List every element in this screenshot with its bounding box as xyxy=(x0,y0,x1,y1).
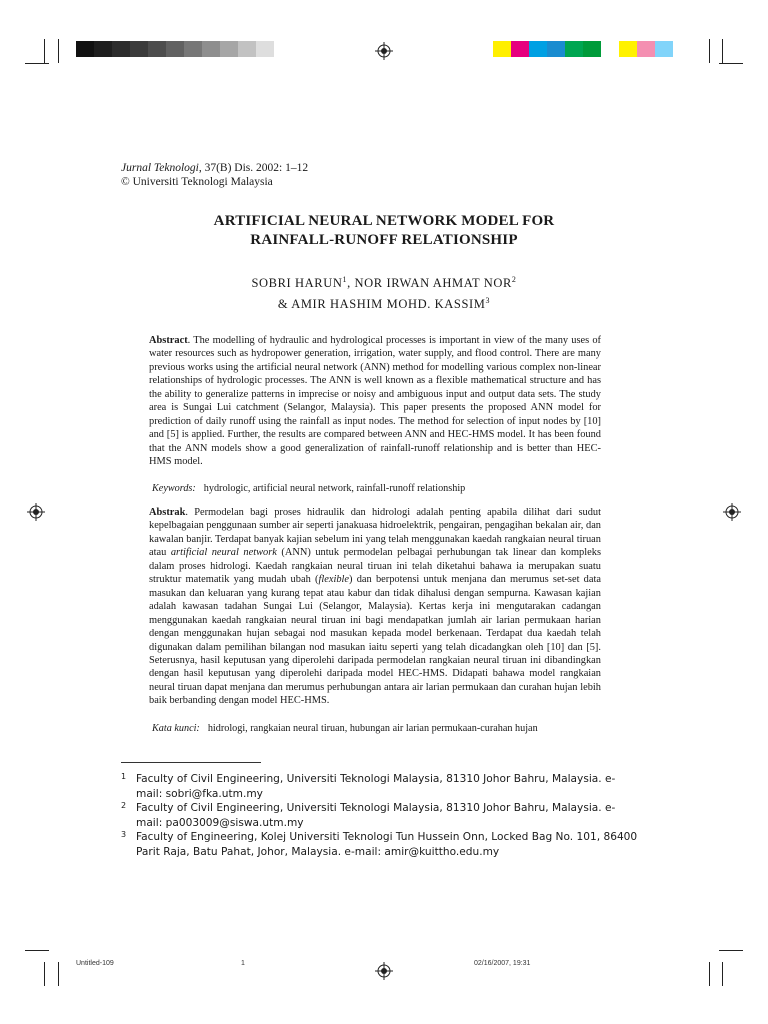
color-swatch xyxy=(583,41,601,57)
crop-mark xyxy=(719,63,743,64)
slug-page: 1 xyxy=(241,960,245,967)
color-swatch xyxy=(76,41,94,57)
color-swatch xyxy=(184,41,202,57)
abstrak xyxy=(149,506,601,708)
color-swatch xyxy=(220,41,238,57)
crop-mark xyxy=(709,962,710,986)
abstract-label: Abstract xyxy=(149,335,188,346)
color-swatch xyxy=(130,41,148,57)
kata-kunci-text: hidrologi, rangkaian neural tiruan, hubungan air larian permukaan-curahan hujan xyxy=(207,723,538,734)
footnote-number: 1 xyxy=(121,772,127,781)
slug-file: Untitled-109 xyxy=(76,960,114,967)
abstract xyxy=(149,334,601,469)
copyright: © Universiti Teknologi Malaysia xyxy=(121,176,273,188)
footnote-number: 2 xyxy=(121,801,127,810)
crop-mark xyxy=(709,39,710,63)
kata-kunci xyxy=(152,722,538,735)
journal-name: Jurnal Teknologi xyxy=(121,162,199,174)
color-swatch xyxy=(112,41,130,57)
color-swatch xyxy=(637,41,655,57)
registration-mark-icon xyxy=(375,42,393,60)
crop-mark xyxy=(58,962,59,986)
crop-mark xyxy=(722,962,723,986)
author-affiliation-mark: 1 xyxy=(342,275,348,284)
journal-header xyxy=(121,161,308,189)
color-swatch xyxy=(601,41,619,57)
crop-mark xyxy=(44,962,45,986)
footnote-text: Faculty of Engineering, Kolej Universiti Teknologi Tun Hussein Onn, Locked Bag No. 101, 86400 Parit Raja, Batu Pahat, Johor, Malaysia. e-mail: amir@kuittho.edu.my xyxy=(136,831,638,858)
crop-mark xyxy=(25,950,49,951)
footnote xyxy=(121,801,641,831)
keywords-label: Keywords: xyxy=(152,483,196,494)
author-affiliation-mark: 2 xyxy=(511,275,517,284)
kata-kunci-label: Kata kunci: xyxy=(152,723,200,734)
color-swatch xyxy=(619,41,637,57)
title-line: RAINFALL-RUNOFF RELATIONSHIP xyxy=(250,232,518,248)
color-swatch xyxy=(94,41,112,57)
crop-mark xyxy=(44,39,45,63)
color-swatch xyxy=(166,41,184,57)
grayscale-bar xyxy=(76,41,274,57)
crop-mark xyxy=(25,63,49,64)
registration-mark-icon xyxy=(375,962,393,980)
title-line: ARTIFICIAL NEURAL NETWORK MODEL FOR xyxy=(213,213,555,229)
author-name: SOBRI HARUN xyxy=(251,276,343,291)
abstrak-label: Abstrak xyxy=(149,507,186,518)
color-swatch xyxy=(202,41,220,57)
journal-issue: , 37(B) Dis. 2002: 1–12 xyxy=(198,162,309,174)
author-separator: , xyxy=(347,276,355,291)
author-name: & AMIR HASHIM MOHD. KASSIM xyxy=(277,297,486,312)
footnote-number: 3 xyxy=(121,830,127,839)
crop-mark xyxy=(722,39,723,63)
abstrak-text: (ANN) untuk permodelan pelbagai perhubungan tak linear dan kompleks dalam proses hidrologi. Kaedah rangkaian neural tiruan ini telah diketahui bahawa ia merupakan suatu struktur matematik yang mudah ubah ( xyxy=(149,547,601,586)
footnote-rule xyxy=(121,762,261,763)
footnote-text: Faculty of Civil Engineering, Universiti Teknologi Malaysia, 81310 Johor Bahru, Malaysia. e-mail: sobri@fka.utm.my xyxy=(136,773,616,800)
author-affiliation-mark: 3 xyxy=(485,296,491,306)
registration-mark-icon xyxy=(723,503,741,521)
keywords-text: hydrologic, artificial neural network, rainfall-runoff relationship xyxy=(203,483,466,494)
color-swatch xyxy=(529,41,547,57)
color-swatch xyxy=(511,41,529,57)
color-swatch xyxy=(493,41,511,57)
color-swatch xyxy=(565,41,583,57)
color-swatch xyxy=(148,41,166,57)
abstrak-text: ) dan berpotensi untuk menjana dan merumus set-set data masukan dan keluaran yang kurang tepat atau kabur dan tidak dihalusi dengan sempurna. Kawasan kajian adalah kawasan tadahan Sungai Lui (Selangor, Malaysia). Kertas kerja ini mengutarakan cadangan menggunakan kaedah rangkaian neural tiruan ini bagi mendapatkan jumlah air larian permukaan harian dengan menggunakan hujan sebagai nod masukan kepada model berkenaan. Terdapat dua kaedah telah digunakan dalam pemilihan bilangan nod masukan iaitu seperti yang telah dicadangkan oleh [10] dan [5]. Seterusnya, hasil keputusan yang diperolehi daripada permodelan rangkaian neural tiruan ini dibandingkan dengan hasil keputusan yang diperolehi daripada model HEC-HMS. Didapati bahawa model rangkaian neural tiruan dapat menjana dan merumus perhubungan antara air larian permukaan dan curahan hujan lebih baik berbanding dengan model HEC-HMS. xyxy=(149,574,601,707)
footnote-text: Faculty of Civil Engineering, Universiti Teknologi Malaysia, 81310 Johor Bahru, Malaysia. e-mail: pa003009@siswa.utm.my xyxy=(136,802,616,829)
registration-mark-icon xyxy=(27,503,45,521)
abstrak-italic: artificial neural network xyxy=(170,547,277,559)
author-list xyxy=(120,271,648,313)
paper-title xyxy=(120,212,648,250)
author-name: NOR IRWAN AHMAT NOR xyxy=(354,276,512,291)
crop-mark xyxy=(58,39,59,63)
footnote xyxy=(121,830,641,860)
crop-mark xyxy=(719,950,743,951)
color-swatch xyxy=(655,41,673,57)
keywords xyxy=(152,482,465,495)
footnote xyxy=(121,772,641,802)
color-swatch xyxy=(547,41,565,57)
abstrak-italic: flexible xyxy=(318,574,350,586)
color-swatch xyxy=(238,41,256,57)
color-bar xyxy=(493,41,673,57)
color-swatch xyxy=(256,41,274,57)
slug-date: 02/16/2007, 19:31 xyxy=(474,960,531,967)
abstract-text: . The modelling of hydraulic and hydrological processes is important in view of the many uses of water resources such as hydropower generation, irrigation, water supply, and flood control. There are many previous works using the artificial neural network (ANN) method for modelling various complex non-linear relationships of hydrologic processes. The ANN is well known as a flexible mathematical structure and has the ability to generalize patterns in imprecise or noisy and ambiguous input and output data sets. The study area is Sungai Lui catchment (Selangor, Malaysia). This paper presents the proposed ANN model for prediction of daily runoff using the rainfall as input nodes. The method for selection of input nodes by [10] and [5] is applied. Further, the results are compared between ANN and HEC-HMS model. It has been found that the ANN models show a good generalization of rainfall-runoff relationship and is better than HEC-HMS model. xyxy=(149,335,601,468)
abstrak-text: . Permodelan bagi proses hidraulik dan hidrologi adalah penting apabila dilihat dari sudut kepelbagaian penggunaan sumber air seperti janakuasa hidroelektrik, pengairan, pengagihan bekalan air, dan kawalan banjir. Terdapat banyak kajian sebelum ini yang telah menggunakan kaedah rangkaian neural tiruan atau xyxy=(149,507,601,559)
